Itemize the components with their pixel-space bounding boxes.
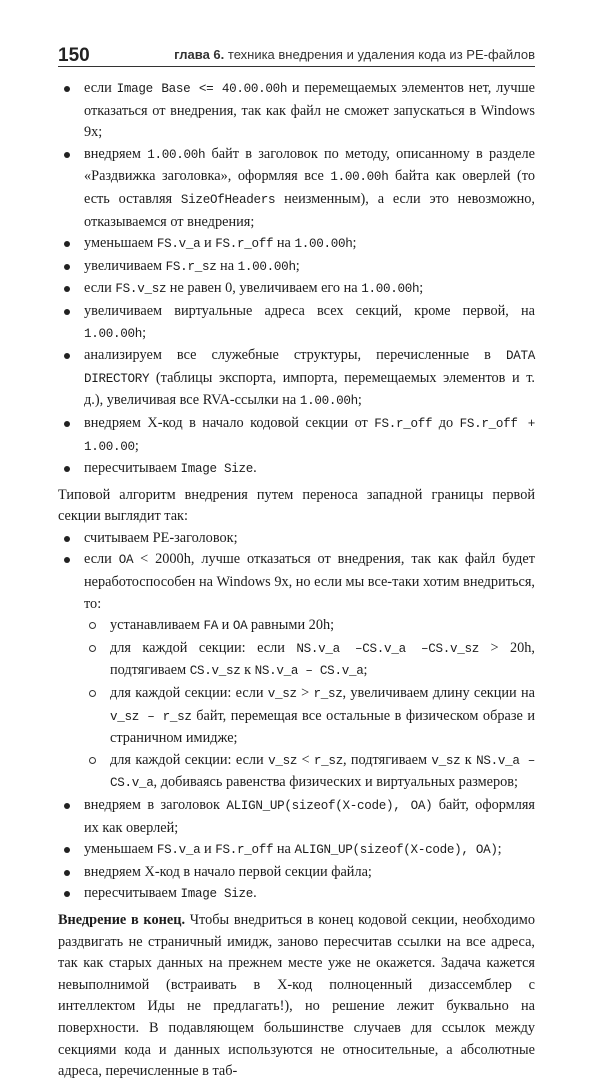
bullet-item [58, 458, 535, 481]
text-fragment: до [432, 414, 460, 431]
code-fragment: NS.v_a –CS.v_a –CS.v_sz [296, 641, 480, 656]
text-fragment: внедряем в заголовок [84, 797, 227, 813]
code-fragment: 1.00.00h [294, 237, 353, 252]
code-fragment: ALIGN_UP(sizeof(X-code), OA) [226, 799, 433, 813]
text-fragment: , добиваясь равенства физических и виртуальных размеров; [153, 774, 519, 791]
text-fragment: пересчитываем [84, 885, 181, 902]
text-fragment: неизменным), а если это невозможно, отказываемся от внедрения; [84, 190, 535, 230]
text-fragment: ; [419, 280, 424, 297]
paragraph-algorithm-intro: Типовой алгоритм внедрения путем переноса западной границы первой секции выглядит так: [58, 486, 535, 525]
text-fragment: равными 20h; [247, 617, 335, 634]
code-fragment: OA [232, 619, 248, 634]
chapter-title: техника внедрения и удаления кода из PE-файлов [227, 47, 535, 62]
text-fragment: к [460, 751, 477, 768]
text-fragment: , подтягиваем [342, 751, 432, 768]
code-fragment: r_sz [313, 687, 343, 702]
code-fragment: v_sz [431, 753, 461, 768]
text-fragment: , увеличиваем длину секции на [342, 685, 535, 702]
text-fragment: для каждой секции: если [110, 639, 297, 656]
text-fragment: ; [363, 662, 368, 679]
code-fragment: FS.v_a [156, 843, 201, 858]
text-fragment: если [84, 280, 116, 297]
code-fragment: Image Size [180, 462, 254, 477]
code-fragment: FA [203, 619, 218, 634]
bullet-item [58, 413, 535, 458]
code-fragment: FS.r_off + 1.00.00 [84, 416, 535, 454]
bullet-list-west-border-steps [58, 528, 535, 906]
text-fragment: ; [497, 841, 502, 858]
sub-list-item [84, 638, 535, 683]
bullet-item [58, 839, 535, 862]
text-fragment: к [240, 662, 255, 679]
bullet-item [58, 883, 535, 906]
text-fragment: ; [357, 392, 362, 409]
text-fragment: если [84, 551, 119, 568]
code-fragment: 1.00.00h [361, 282, 420, 297]
text-fragment: и [218, 617, 233, 634]
text-fragment: > 20h, подтягиваем [110, 639, 535, 679]
bullet-item [58, 301, 535, 345]
text-fragment: ; [142, 324, 147, 341]
paragraph-end-injection [58, 910, 535, 1083]
code-fragment: NS.v_a – CS.v_a [110, 753, 535, 791]
text-fragment: < 2000h, лучше отказаться от внедрения, так как файл будет неработоспособен на Windows 9x, но если мы все-таки хотим внедриться, то: [84, 551, 535, 612]
code-fragment: FS.r_off [215, 237, 274, 252]
text-fragment: устанавливаем [110, 617, 204, 634]
text-fragment: ; [352, 235, 357, 252]
text-fragment: для каждой секции: если [110, 685, 268, 702]
text-fragment: > [296, 685, 314, 702]
code-fragment: 1.00.00h [299, 394, 358, 409]
bullet-item [58, 795, 535, 839]
paragraph-text: Чтобы внедриться в конец кодовой секции, необходимо раздвигать не страничный имидж, заново пересчитав ссылки на все адреса, так как старых данных на прежнем месте уже не окажется. Задача кажется невыполнимой (встраивать в X-код полноценный дизассемблер с интеллектом Иды не предлагать!), но решение лежит буквально на поверхности. В подавляющем большинстве случаев для ссылок между секциями кода и данных используются не относительные, а абсолютные адреса, перечисленные в таб- [58, 911, 535, 1080]
code-fragment: v_sz – r_sz [110, 709, 192, 724]
page-body [58, 78, 535, 1083]
sub-list-item [84, 683, 535, 750]
code-fragment: FS.v_a [156, 237, 201, 252]
text-fragment: считываем PE-заголовок; [84, 529, 238, 546]
text-fragment: внедряем X-код в начало кодовой секции от [84, 414, 375, 431]
text-fragment: . [253, 460, 257, 477]
text-fragment: увеличиваем виртуальные адреса всех секций, кроме первой, на [84, 302, 535, 319]
code-fragment: Image Base <= 40.00.00h [116, 82, 288, 96]
code-fragment: FS.v_sz [115, 282, 167, 297]
text-fragment: байта как оверлей (то есть оставляя [84, 168, 535, 207]
header-rule [58, 66, 535, 67]
chapter-label: глава 6. [174, 47, 225, 62]
text-fragment: увеличиваем [84, 257, 166, 274]
code-fragment: DATA DIRECTORY [84, 349, 535, 386]
text-fragment: пересчитываем [84, 460, 181, 477]
bullet-item [58, 278, 535, 301]
page-number: 150 [58, 45, 90, 66]
text-fragment: и перемещаемых элементов нет, лучше отказаться от внедрения, так как файл не сможет запускаться в Windows 9x; [84, 80, 535, 141]
sub-list [84, 615, 535, 795]
code-fragment: 1.00.00h [84, 326, 143, 341]
code-fragment: r_sz [313, 753, 343, 768]
sub-list-item [84, 615, 535, 638]
text-fragment: байт, перемещая все остальные в физическом образе и страничном имидже; [110, 707, 535, 747]
code-fragment: v_sz [268, 753, 298, 768]
code-fragment: Image Size [180, 887, 254, 902]
code-fragment: 1.00.00h [330, 170, 389, 185]
bullet-item [58, 528, 535, 550]
text-fragment: (таблицы экспорта, импорта, перемещаемых элементов и т. д.), увеличивая все RVA-ссылки на [84, 369, 535, 409]
text-fragment: на [216, 257, 238, 274]
code-fragment: ALIGN_UP(sizeof(X-code), OA) [294, 843, 498, 858]
code-fragment: 1.00.00h [147, 147, 206, 162]
bullet-item [58, 549, 535, 795]
text-fragment: если [84, 80, 117, 96]
code-fragment: CS.v_sz [189, 664, 241, 679]
text-fragment: ; [295, 257, 300, 274]
text-fragment: внедряем [84, 145, 148, 162]
bullet-item [58, 78, 535, 144]
code-fragment: 1.00.00h [237, 259, 296, 274]
code-fragment: OA [118, 553, 134, 568]
code-fragment: FS.r_sz [165, 259, 217, 274]
bullet-item [58, 862, 535, 884]
text-fragment: уменьшаем [84, 841, 157, 858]
code-fragment: FS.r_off [374, 416, 433, 431]
text-fragment: . [253, 885, 257, 902]
code-fragment: FS.r_off [215, 843, 274, 858]
text-fragment: на [273, 235, 295, 252]
text-fragment: уменьшаем [84, 235, 157, 252]
bullet-item [58, 144, 535, 233]
text-fragment: не равен 0, увеличиваем его на [166, 280, 362, 297]
text-fragment: и [200, 235, 216, 252]
text-fragment: < [297, 751, 314, 768]
text-fragment: для каждой секции: если [110, 751, 269, 768]
text-fragment: байт, оформляя их как оверлей; [84, 797, 536, 836]
text-fragment: анализируем все служебные структуры, перечисленные в [84, 347, 506, 364]
text-fragment: внедряем X-код в начало первой секции файла; [84, 863, 372, 880]
page-header [58, 39, 535, 69]
code-fragment: NS.v_a – CS.v_a [254, 664, 364, 679]
bullet-item [58, 345, 535, 413]
bullet-list-engine-steps [58, 78, 535, 481]
code-fragment: v_sz [267, 687, 297, 702]
paragraph-lead: Внедрение в конец. [58, 911, 186, 928]
sub-list-item [84, 750, 535, 795]
text-fragment: и [200, 841, 216, 858]
code-fragment: SizeOfHeaders [180, 192, 276, 207]
text-fragment: ; [134, 437, 139, 454]
text-fragment: байт в заголовок по методу, описанному в разделе «Раздвижка заголовка», оформляя все [84, 145, 535, 185]
text-fragment: на [273, 841, 295, 858]
bullet-item [58, 233, 535, 256]
running-head [174, 47, 535, 62]
bullet-item [58, 256, 535, 279]
